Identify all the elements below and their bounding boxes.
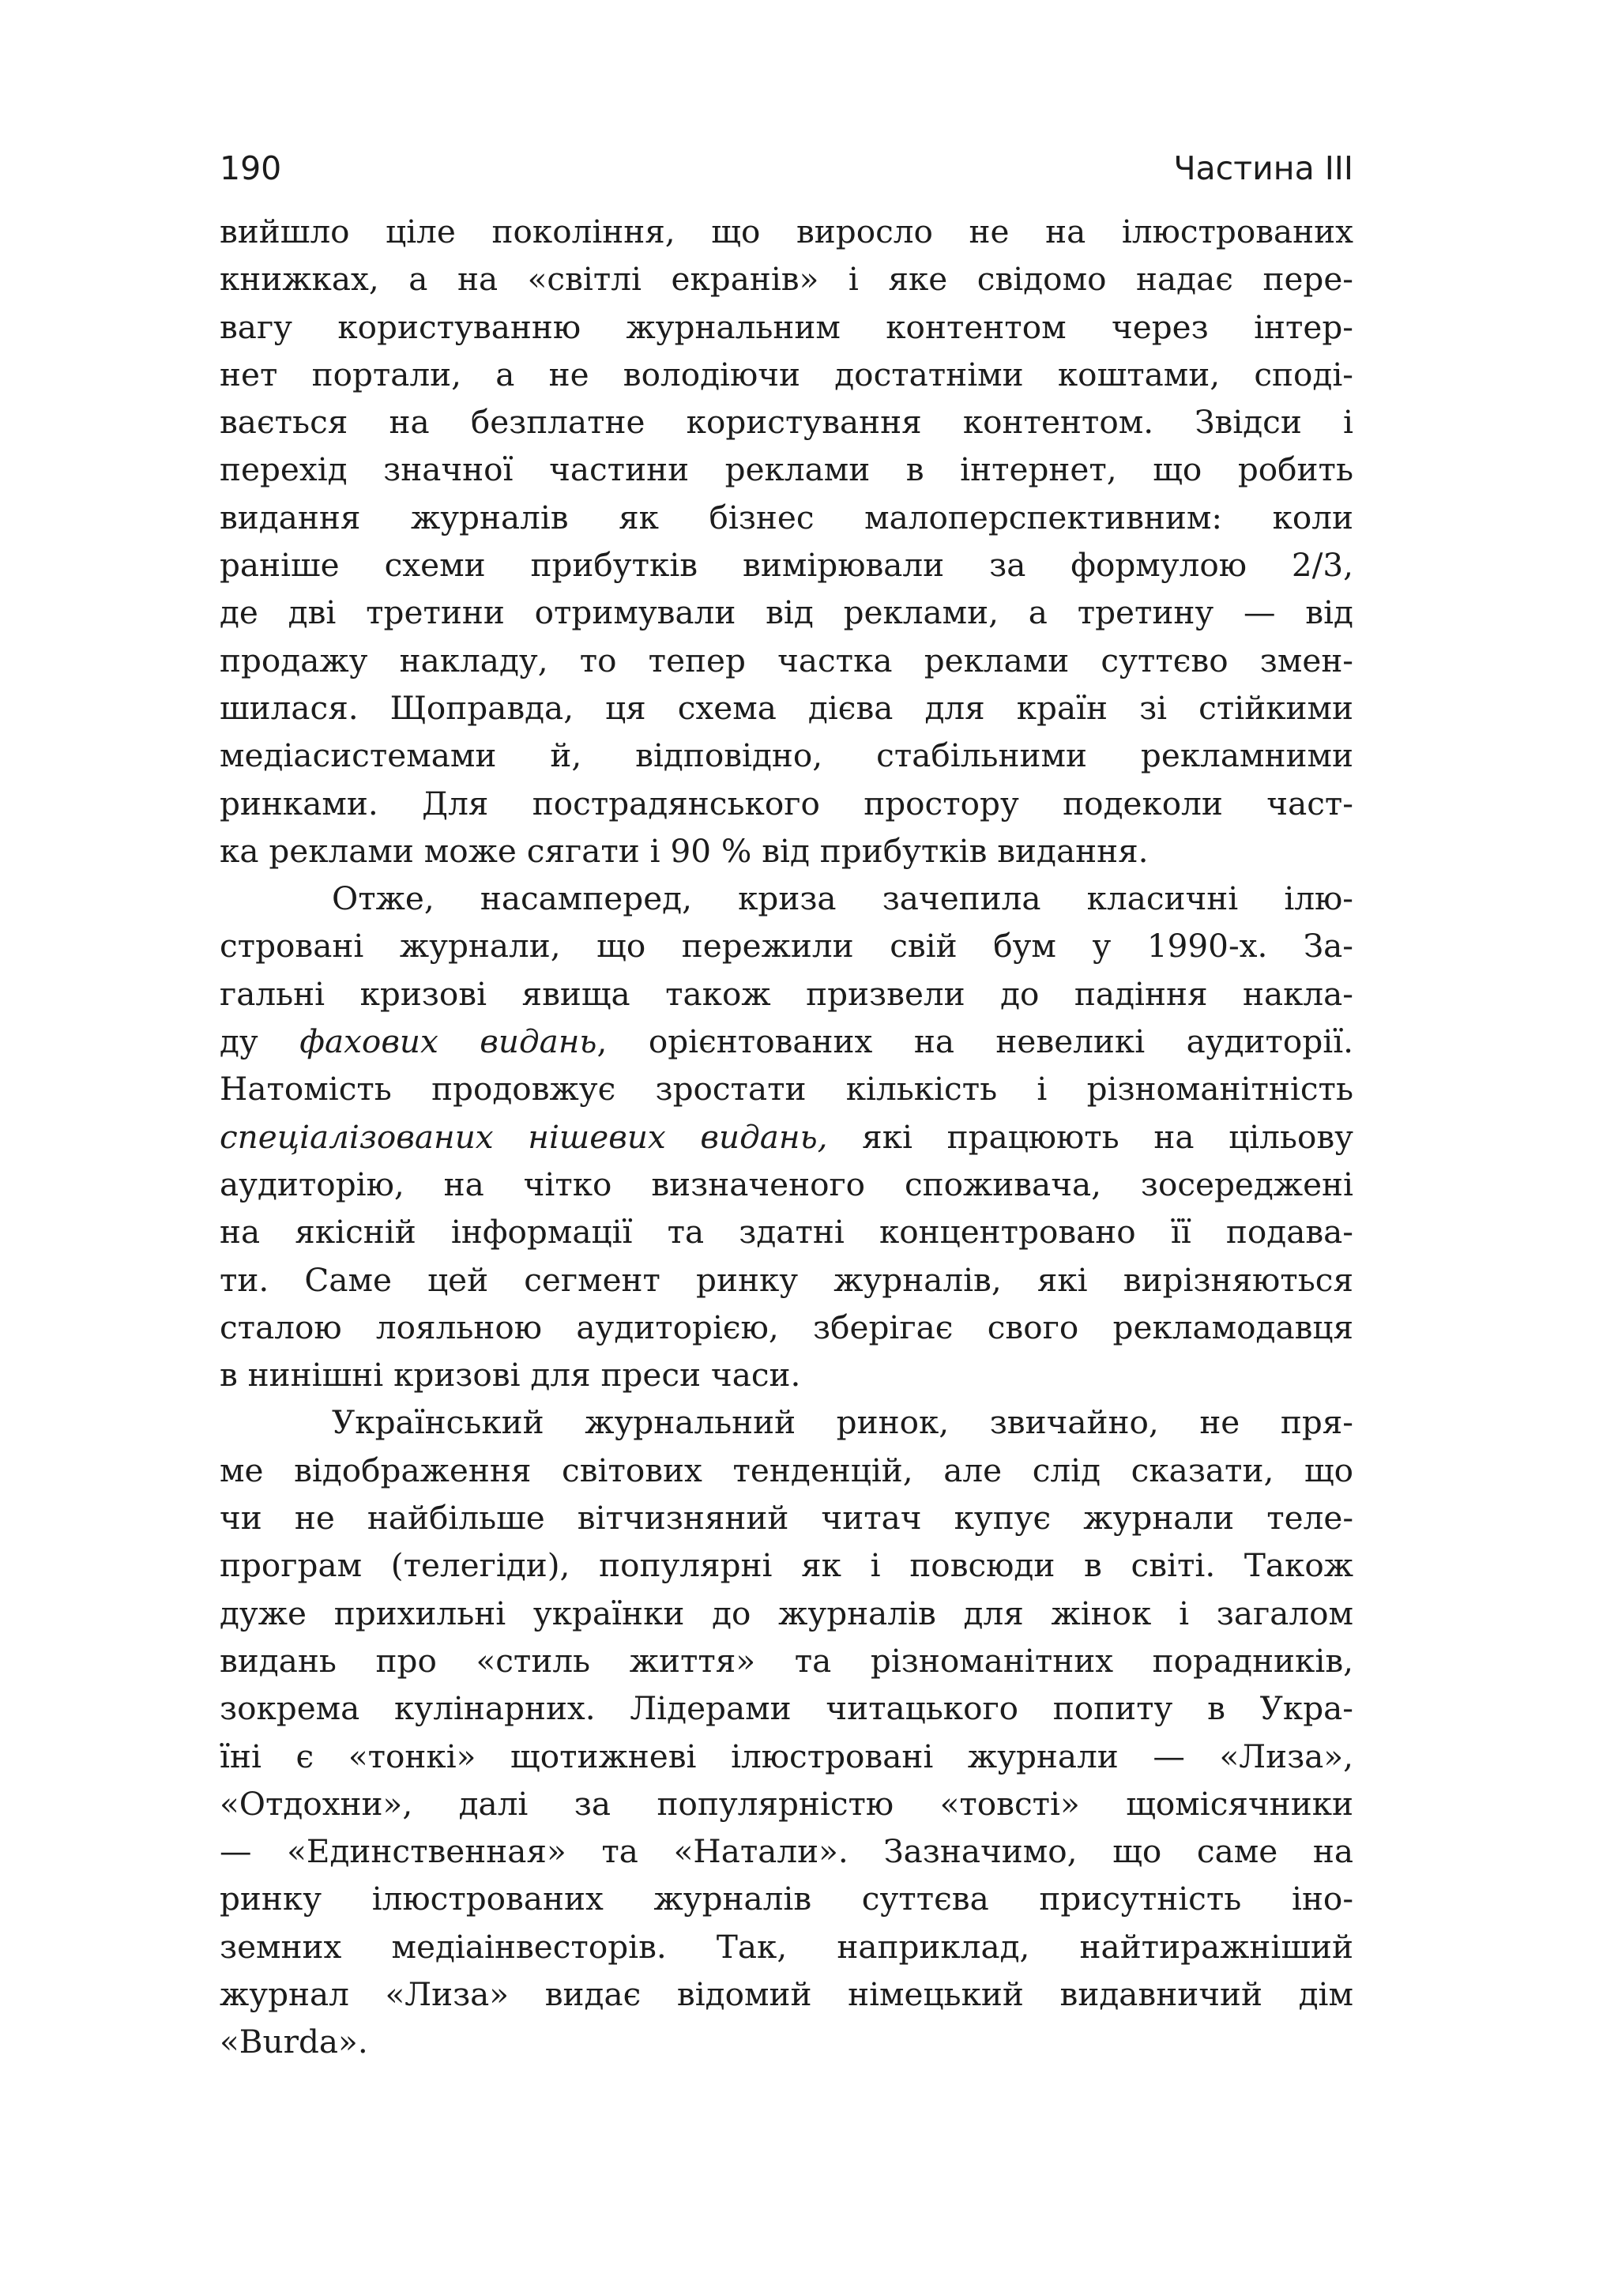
paragraph-1: [220, 208, 1353, 875]
text-line: в нинішні кризові для преси часи.: [220, 1356, 801, 1395]
text-line: на якісній інформації та здатні концентровано її подава-: [220, 1213, 1353, 1252]
text-line: ка реклами може сягати і 90 % від прибутків видання.: [220, 831, 1149, 870]
text-line: де дві третини отримували від реклами, а третину — від: [220, 593, 1353, 632]
text-line: раніше схеми прибутків вимірювали за формулою 2/3,: [220, 546, 1353, 585]
text-line: перехід значної частини реклами в інтернет, що робить: [220, 450, 1353, 489]
text-line: вагу користуванню журнальним контентом через інтер-: [220, 307, 1353, 346]
text-line: [220, 1018, 1353, 1065]
italic-term: спеціалізованих нішевих видань,: [220, 1117, 828, 1156]
page-number: 190: [220, 149, 282, 187]
text-line: [220, 1113, 1353, 1161]
body-text: [220, 208, 1353, 2066]
text-line: ти. Саме цей сегмент ринку журналів, які вирізняються: [220, 1260, 1353, 1299]
text-line: книжках, а на «світлі екранів» і яке свідомо надає пере-: [220, 260, 1353, 299]
text-line: гальні кризові явища також призвели до падіння накла-: [220, 974, 1353, 1013]
text-line: чи не найбільше вітчизняний читач купує журнали теле-: [220, 1499, 1353, 1538]
text-line: видань про «стиль життя» та різноманітних порадників,: [220, 1641, 1353, 1680]
text-line: стровані журнали, що пережили свій бум у 1990-х. За-: [220, 927, 1353, 965]
text-line: аудиторію, на чітко визначеного споживача, зосереджені: [220, 1165, 1353, 1203]
italic-term: фахових видань: [299, 1022, 597, 1061]
text-line: — «Единственная» та «Натали». Зазначимо, що саме на: [220, 1832, 1353, 1871]
running-head: [220, 141, 1353, 196]
text-line: Український журнальний ринок, звичайно, не пря-: [332, 1403, 1353, 1442]
text-run: які працюють на цільову: [827, 1117, 1353, 1156]
text-run: ду: [220, 1022, 300, 1061]
paragraph-2: [220, 875, 1353, 1398]
section-title: Частина III: [1173, 149, 1353, 187]
text-line: зокрема кулінарних. Лідерами читацького попиту в Укра-: [220, 1689, 1353, 1728]
text-line: дуже прихильні українки до журналів для жінок і загалом: [220, 1594, 1353, 1632]
text-line: «Отдохни», далі за популярністю «товсті» щомісячники: [220, 1784, 1353, 1823]
text-line: «Burda».: [220, 2023, 368, 2061]
text-line: ме відображення світових тенденцій, але слід сказати, що: [220, 1451, 1353, 1489]
text-line: видання журналів як бізнес малоперспективним: коли: [220, 498, 1353, 536]
text-run: , орієнтованих на невеликі аудиторії.: [596, 1022, 1354, 1061]
text-line: журнал «Лиза» видає відомий німецький видавничий дім: [220, 1974, 1353, 2013]
text-line: ринку ілюстрованих журналів суттєва присутність іно-: [220, 1880, 1353, 1918]
text-line: їні є «тонкі» щотижневі ілюстровані журнали — «Лиза»,: [220, 1737, 1353, 1775]
text-line: продажу накладу, то тепер частка реклами суттєво змен-: [220, 641, 1353, 679]
text-line: медіасистемами й, відповідно, стабільними рекламними: [220, 736, 1353, 775]
text-line: нет портали, а не володіючи достатніми коштами, сподi-: [220, 355, 1353, 393]
text-line: Отже, насамперед, криза зачепила класичні ілю-: [332, 879, 1353, 918]
text-line: програм (телегіди), популярні як і повсюди в світі. Також: [220, 1546, 1353, 1585]
paragraph-3: [220, 1398, 1353, 2065]
text-line: вийшло ціле покоління, що виросло не на ілюстрованих: [220, 213, 1353, 250]
text-line: земних медіаінвесторів. Так, наприклад, найтиражніший: [220, 1927, 1353, 1966]
text-line: Натомість продовжує зростати кількість і різноманітність: [220, 1070, 1353, 1108]
text-line: сталою лояльною аудиторією, зберігає свого рекламодавця: [220, 1308, 1353, 1346]
text-line: шилася. Щоправда, ця схема дієва для країн зі стійкими: [220, 688, 1353, 727]
text-line: ринками. Для пострадянського простору подеколи част-: [220, 784, 1353, 822]
text-line: вається на безплатне користування контентом. Звідси і: [220, 403, 1353, 442]
